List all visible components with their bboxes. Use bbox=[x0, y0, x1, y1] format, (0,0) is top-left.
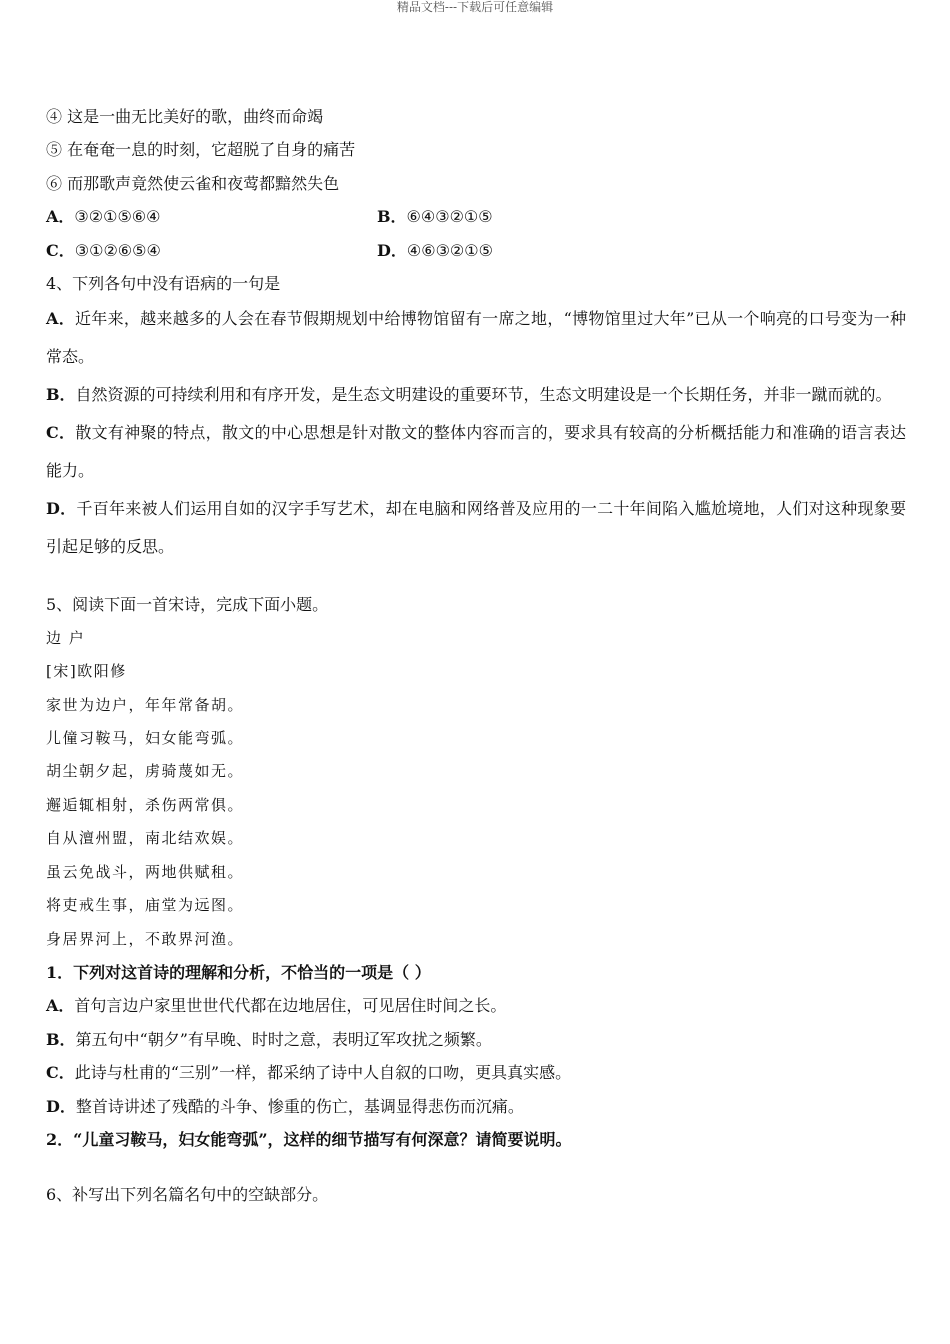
poem-line: 邂逅辄相射，杀伤两常俱。 bbox=[46, 795, 245, 814]
document-body bbox=[46, 100, 906, 1212]
q3-option-c: C．③①②⑥⑤④ bbox=[46, 240, 161, 260]
q5-sub1-option-c: C．此诗与杜甫的“三别”一样，都采纳了诗中人自叙的口吻，更具真实感。 bbox=[46, 1063, 572, 1083]
poem-title: 边 户 bbox=[46, 628, 86, 647]
q4-option-a: A．近年来，越来越多的人会在春节假期规划中给博物馆留有一席之地，“博物馆里过大年”已从一个响亮的口号变为一种常态。 bbox=[46, 309, 906, 367]
poem-line: 儿僮习鞍马，妇女能弯弧。 bbox=[46, 729, 245, 748]
poem-line: 将吏戒生事，庙堂为远图。 bbox=[46, 896, 245, 915]
q6-title: 6、补写出下列名篇名句中的空缺部分。 bbox=[46, 1185, 329, 1205]
q3-option-b: B．⑥④③②①⑤ bbox=[377, 207, 493, 227]
page-header: 精品文档---下载后可任意编辑 bbox=[396, 0, 554, 14]
poem-line: 身居界河上，不敢界河渔。 bbox=[46, 929, 245, 948]
q3-options-row-2 bbox=[46, 234, 906, 267]
poem-author: [宋]欧阳修 bbox=[46, 662, 127, 681]
q4-option-c: C．散文有神聚的特点，散文的中心思想是针对散文的整体内容而言的，要求具有较高的分析概括能力和准确的语言表达能力。 bbox=[46, 423, 906, 481]
q3-options-row-1 bbox=[46, 200, 906, 233]
q5-sub1-option-b: B．第五句中“朝夕”有早晚、时时之意，表明辽军攻扰之频繁。 bbox=[46, 1029, 492, 1049]
q4-title: 4、下列各句中没有语病的一句是 bbox=[46, 274, 281, 294]
q5-sub1-stem: 1．下列对这首诗的理解和分析，不恰当的一项是（ ） bbox=[46, 962, 431, 982]
q3-line-6: ⑥ 而那歌声竟然使云雀和夜莺都黯然失色 bbox=[46, 173, 340, 193]
q3-line-5: ⑤ 在奄奄一息的时刻，它超脱了自身的痛苦 bbox=[46, 140, 356, 160]
q4-option-b: B．自然资源的可持续利用和有序开发，是生态文明建设的重要环节，生态文明建设是一个长期任务，并非一蹴而就的。 bbox=[46, 385, 892, 405]
q3-option-a: A．③②①⑤⑥④ bbox=[46, 207, 161, 227]
q5-sub1-option-d: D．整首诗讲述了残酷的斗争、惨重的伤亡，基调显得悲伤而沉痛。 bbox=[46, 1096, 524, 1116]
poem-line: 自从澶州盟，南北结欢娱。 bbox=[46, 829, 245, 848]
q5-title: 5、阅读下面一首宋诗，完成下面小题。 bbox=[46, 595, 329, 615]
q4-option-d: D．千百年来被人们运用自如的汉字手写艺术，却在电脑和网络普及应用的一二十年间陷入尴尬境地，人们对这种现象要引起足够的反思。 bbox=[46, 499, 906, 557]
poem-line: 家世为边户，年年常备胡。 bbox=[46, 695, 245, 714]
poem-line: 虽云免战斗，两地供赋租。 bbox=[46, 862, 245, 881]
q3-line-4: ④ 这是一曲无比美好的歌，曲终而命竭 bbox=[46, 107, 324, 126]
poem-line: 胡尘朝夕起，虏骑蔑如无。 bbox=[46, 762, 245, 781]
q5-sub2-stem: 2．“儿童习鞍马，妇女能弯弧”，这样的细节描写有何深意？请简要说明。 bbox=[46, 1129, 572, 1149]
q3-option-d: D．④⑥③②①⑤ bbox=[377, 240, 493, 260]
q5-sub1-option-a: A．首句言边户家里世世代代都在边地居住，可见居住时间之长。 bbox=[46, 996, 507, 1016]
